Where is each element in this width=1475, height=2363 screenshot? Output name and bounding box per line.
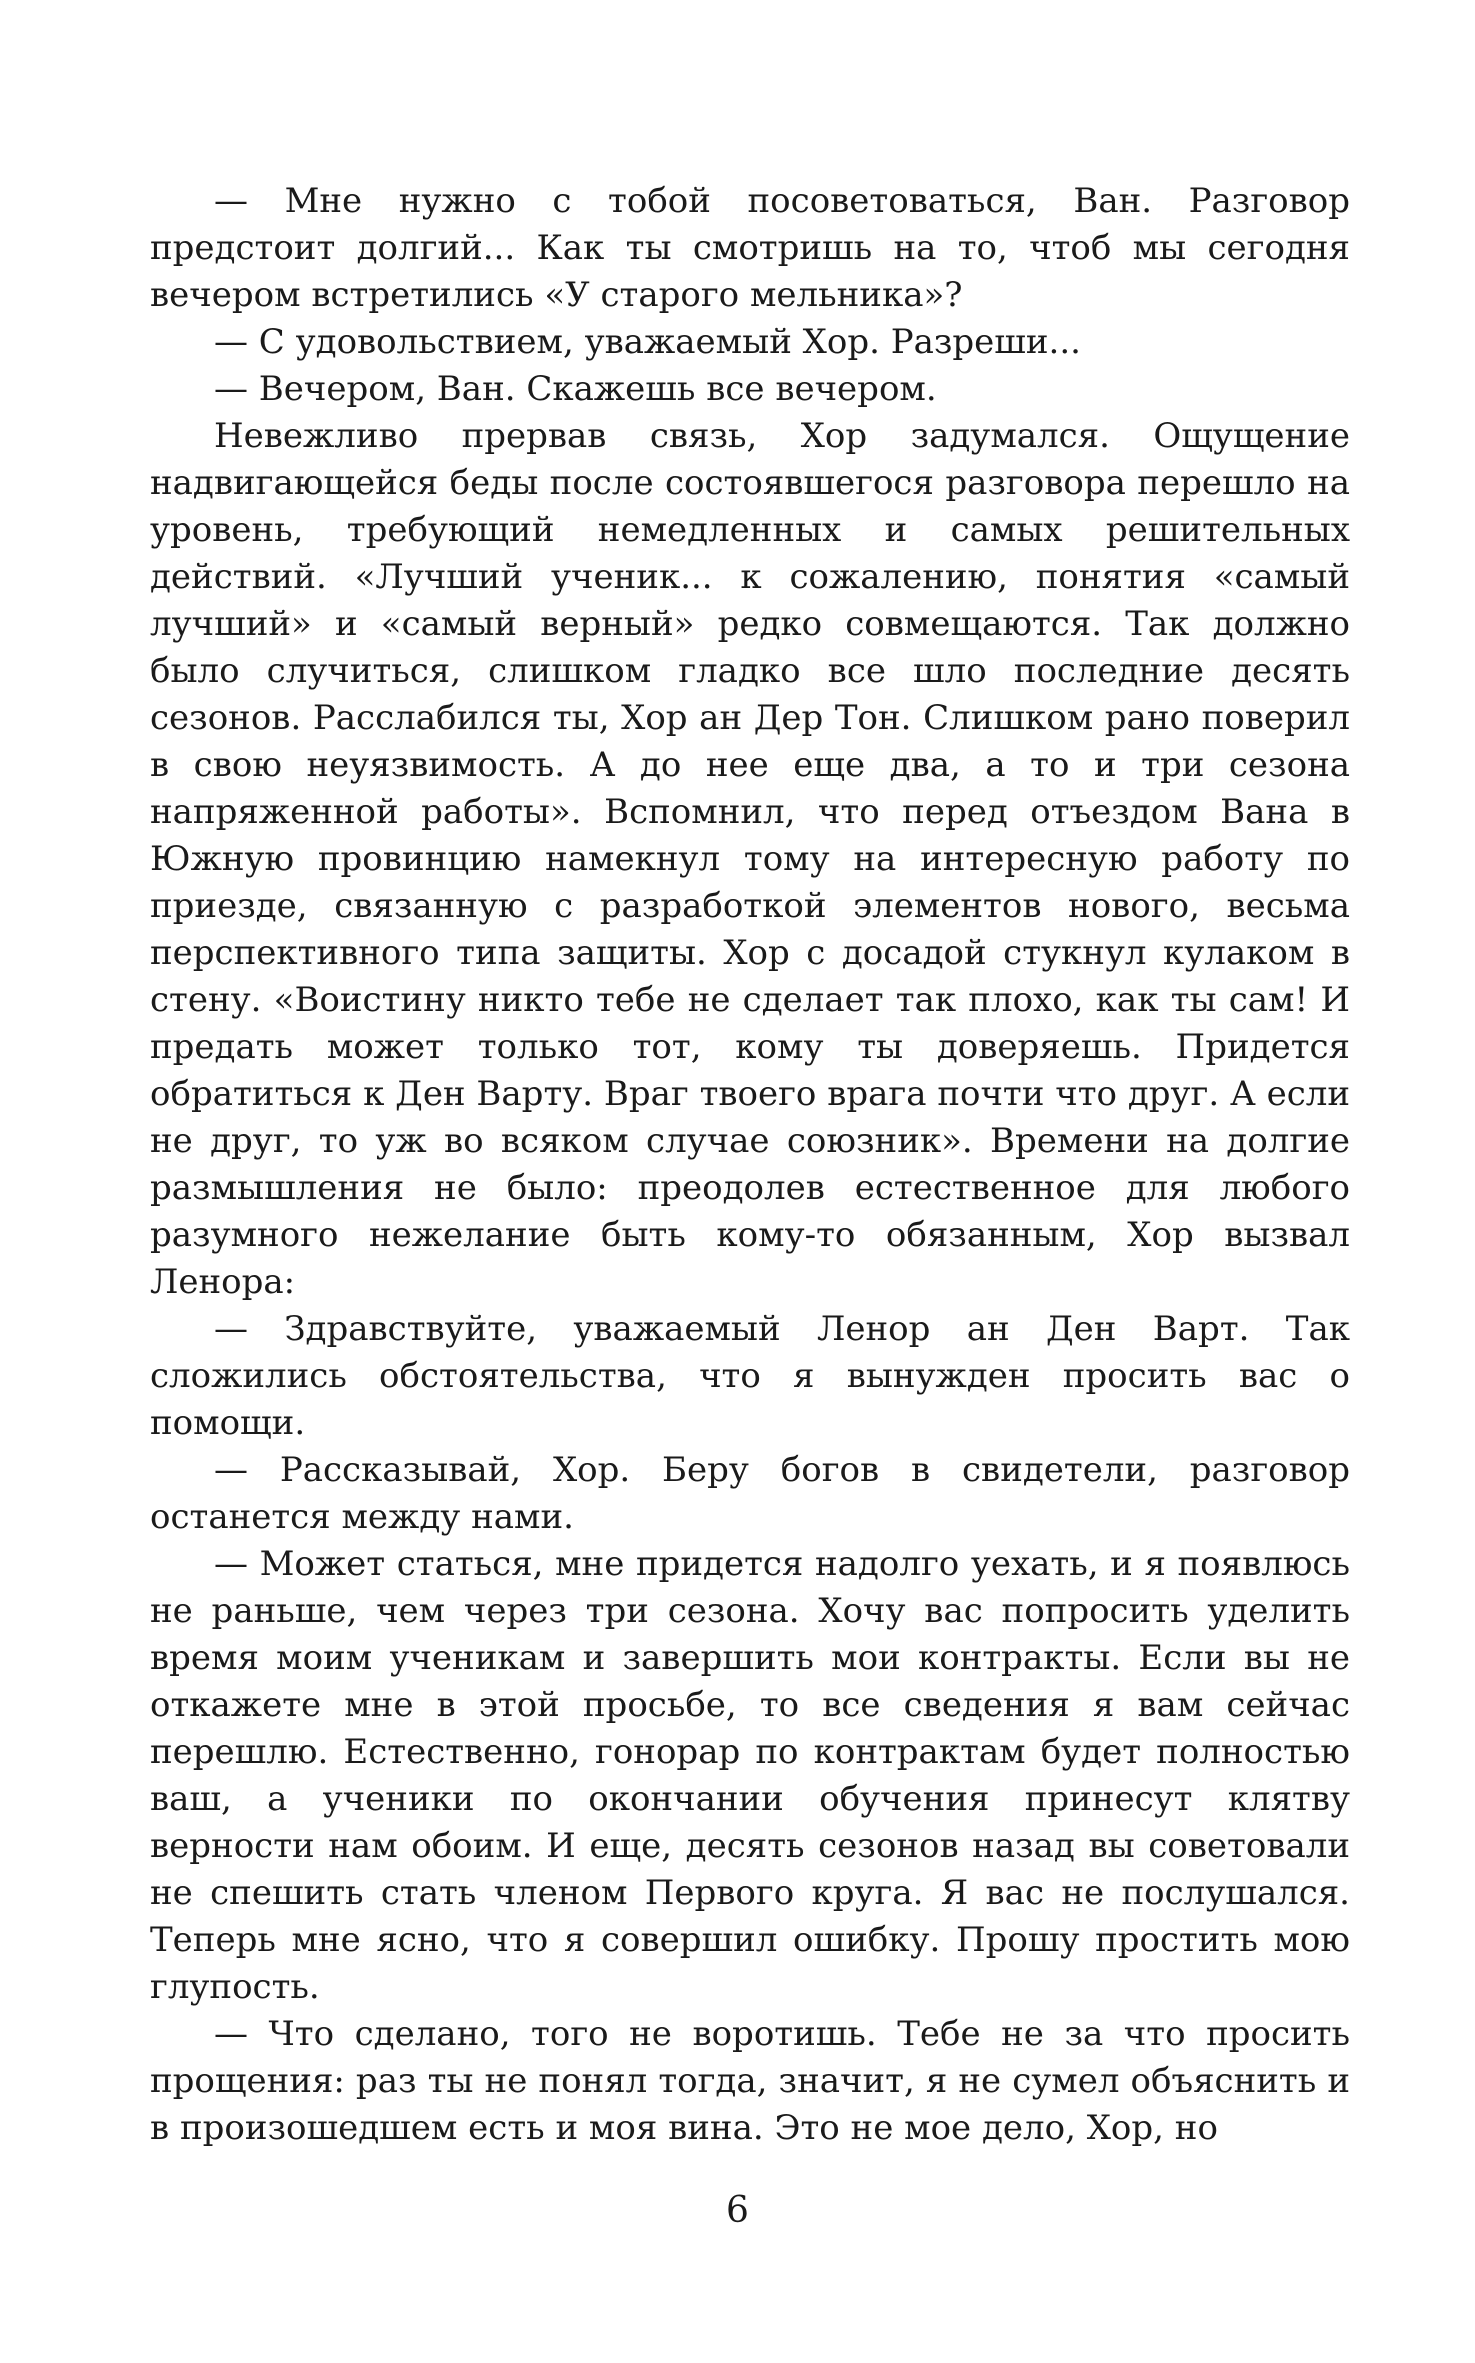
paragraph-3: — Вечером, Ван. Скажешь все вечером. bbox=[214, 369, 937, 409]
page-number: 6 bbox=[726, 2190, 749, 2231]
paragraph-2: — С удовольствием, уважаемый Хор. Разреши... bbox=[214, 322, 1081, 362]
paragraph-4: Невежливо прервав связь, Хор задумался. Ощущение надвигающейся беды после состоявшегося разговора перешло на уровень, требующий немедленных и самых решительных действий. «Лучший ученик... к сожалению, понятия «самый лучший» и «самый верный» редко совмещаются. Так должно было случиться, слишком гладко все шло последние десять сезонов. Расслабился ты, Хор ан Дер Тон. Слишком рано поверил в свою неуязвимость. А до нее еще два, а то и три сезона напряженной работы». Вспомнил, что перед отъездом Вана в Южную провинцию намекнул тому на интересную работу по приезде, связанную с разработкой элементов нового, весьма перспективного типа защиты. Хор с досадой стукнул кулаком в стену. «Воистину никто тебе не сделает так плохо, как ты сам! И предать может только тот, кому ты доверяешь. Придется обратиться к Ден Варту. Враг твоего врага почти что друг. А если не друг, то уж во всяком случае союзник». Времени на долгие размышления не было: преодолев естественное для любого разумного нежелание быть кому-то обязанным, Хор вызвал Ленора: bbox=[150, 416, 1350, 1302]
paragraph-8: — Что сделано, того не воротишь. Тебе не за что просить прощения: раз ты не понял тогда, значит, я не сумел объяснить и в произошедшем есть и моя вина. Это не мое дело, Хор, но bbox=[150, 2014, 1350, 2148]
body-text bbox=[150, 178, 1350, 2152]
paragraph-5: — Здравствуйте, уважаемый Ленор ан Ден Варт. Так сложились обстоятельства, что я вынужден просить вас о помощи. bbox=[150, 1309, 1350, 1443]
paragraph-1: — Мне нужно с тобой посоветоваться, Ван. Разговор предстоит долгий... Как ты смотришь на то, чтоб мы сегодня вечером встретились «У старого мельника»? bbox=[150, 181, 1350, 315]
paragraph-7: — Может статься, мне придется надолго уехать, и я появлюсь не раньше, чем через три сезона. Хочу вас попросить уделить время моим ученикам и завершить мои контракты. Если вы не откажете мне в этой просьбе, то все сведения я вам сейчас перешлю. Естественно, гонорар по контрактам будет полностью ваш, а ученики по окончании обучения принесут клятву верности нам обоим. И еще, десять сезонов назад вы советовали не спешить стать членом Первого круга. Я вас не послушался. Теперь мне ясно, что я совершил ошибку. Прошу простить мою глупость. bbox=[150, 1544, 1350, 2007]
paragraph-6: — Рассказывай, Хор. Беру богов в свидетели, разговор останется между нами. bbox=[150, 1450, 1350, 1537]
